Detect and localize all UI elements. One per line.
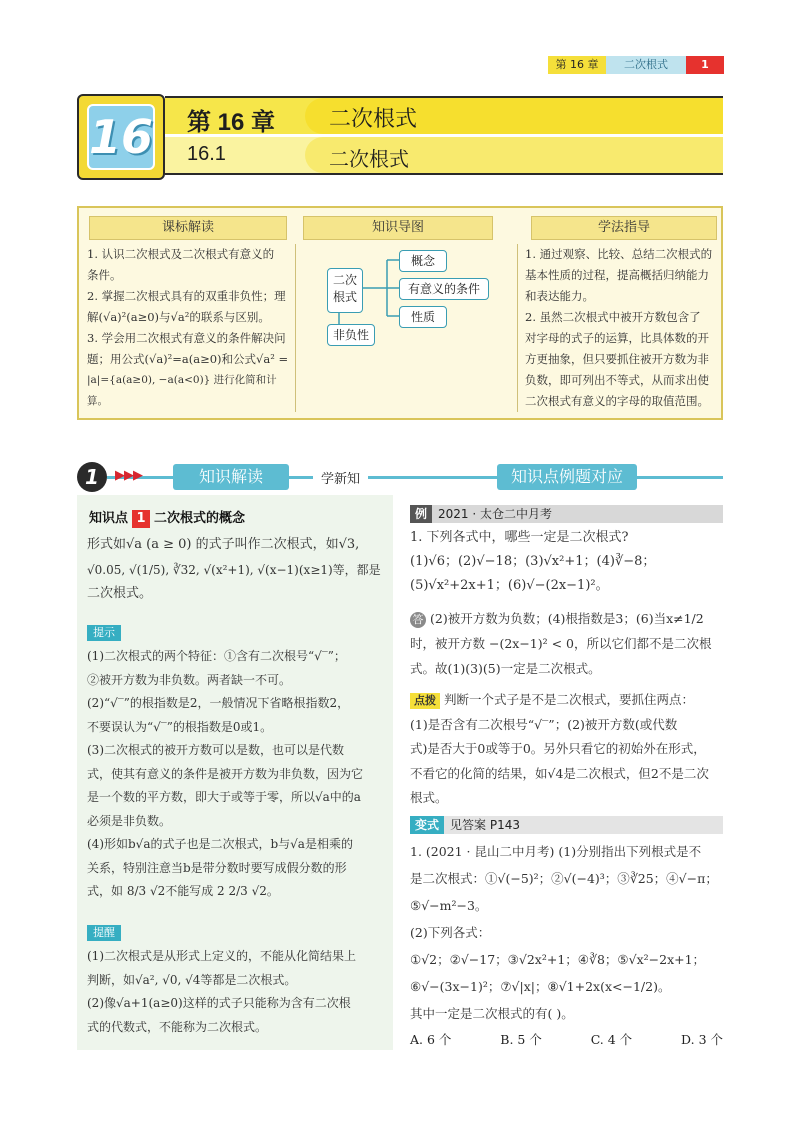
- section-header: [165, 137, 723, 175]
- variant-question: 1. (2021 · 昆山二中月考) (1)分别指出下列根式是不 是二次根式：①√(−5)²；②√(−4)³；③∛25；④√−π； ⑤√−m²−3。 (2)下列各式： ①√2；②√−17；③√2x²+1；④∛8；⑤√x²−2x+1； ⑥√−(3x−1)²；⑦√|x|；⑧√1+2x(x<−1/2)。 其中一定是二次根式的有( )。: [410, 844, 718, 1021]
- mindmap-nonneg: 非负性: [327, 324, 375, 346]
- answer-icon: 答: [410, 612, 426, 628]
- section-title: 二次根式: [329, 149, 409, 171]
- col-head-mindmap: 知识导图: [303, 216, 493, 240]
- mindmap-condition: 有意义的条件: [399, 278, 489, 300]
- variant-answer-ref: 见答案 P143: [450, 818, 520, 832]
- running-header: [548, 56, 724, 74]
- choice-d: D. 3 个: [681, 1032, 723, 1047]
- divider: [517, 244, 518, 412]
- standards-text: 1. 认识二次根式及二次根式有意义的 条件。 2. 掌握二次根式具有的双重非负性；理 解(√a)²(a≥0)与√a²的联系与区别。 3. 学会用二次根式有意义的条件解决问 题；用公式(√a)²=a(a≥0)和公式√a² = |a|={a(a≥0), −a(a<0)} 进行化简和计算。: [87, 247, 289, 407]
- tip-text: (1)二次根式的两个特征：①含有二次根号“√‾”； ②被开方数为非负数。两者缺一不可。 (2)“√‾”的根指数是2，一般情况下省略根指数2， 不要误认为“√‾”的根指数是0或1。 (3)二次根式的被开方数可以是数，也可以是代数 式，使其有意义的条件是被开方数为非负数，因为它 是一个数的平方数，即大于或等于零，所以√a中的a 必须是非负数。 (4)形如b√a的式子也是二次根式，b与√a是相乘的 关系，特别注意当b是带分数时要写成假分数的形 式，如 8/3 √2不能写成 2 2/3 √2。: [87, 649, 364, 898]
- reminder-text: (1)二次根式是从形式上定义的，不能从化简结果上 判断，如√a², √0, √4等都是二次根式。 (2)像√a+1(a≥0)这样的式子只能称为含有二次根 式的代数式，不能称为二次根式。: [87, 949, 356, 1034]
- tag-learn-new: 学新知: [313, 468, 368, 487]
- page-number: 1: [686, 56, 724, 74]
- hint-label: 点拨: [410, 693, 440, 709]
- example-answer: 答 (2)被开方数为负数；(4)根指数是3；(6)当x≠1/2 时，被开方数 −(2x−1)² < 0，所以它们都不是二次根 式。故(1)(3)(5)一定是二次根式。: [410, 611, 712, 676]
- chapter-number-badge: [77, 94, 165, 180]
- reminder-label: 提醒: [87, 925, 121, 941]
- chapter-number: 16: [87, 104, 155, 170]
- running-title: 二次根式: [606, 56, 686, 74]
- chapter-header: [165, 96, 723, 134]
- section-label: 16.1: [187, 143, 226, 165]
- choice-a: A. 6 个: [410, 1032, 452, 1047]
- knowledge-point-title: 知识点 1 二次根式的概念: [89, 511, 246, 526]
- method-text: 1. 通过观察、比较、总结二次根式的 基本性质的过程，提高概括归纳能力 和表达能力。 2. 虽然二次根式中被开方数包含了 对字母的式子的运算，比具体数的开 方更抽象，但只要抓住被开方数为非 负数，即可列出不等式，从而求出使 二次根式有意义的字母的取值范围。: [525, 247, 713, 408]
- definition-text: 形式如√a (a ≥ 0) 的式子叫作二次根式，如√3, √0.05, √(1/5), ∛32, √(x²+1), √(x−1)(x≥1)等，都是 二次根式。: [87, 537, 381, 601]
- divider: [295, 244, 296, 412]
- mindmap-concept: 概念: [399, 250, 447, 272]
- overview-box: [77, 206, 723, 420]
- mindmap-root: 二次根式: [327, 268, 363, 313]
- choice-b: B. 5 个: [500, 1032, 542, 1047]
- chapter-title: 二次根式: [329, 106, 418, 131]
- col-head-method: 学法指导: [531, 216, 717, 240]
- example-header: [410, 505, 723, 523]
- variant-label: 变式: [410, 816, 444, 834]
- arrows-icon: ▶▶▶: [115, 468, 142, 483]
- tag-knowledge: 知识解读: [173, 464, 289, 490]
- answer-choices: [410, 1030, 723, 1048]
- variant-header: [410, 816, 723, 834]
- example-label: 例: [410, 505, 432, 523]
- example-source: 2021 · 太仓二中月考: [438, 507, 552, 521]
- example-question: 1. 下列各式中，哪些一定是二次根式? (1)√6；(2)√−18；(3)√x²+1；(4)∛−8； (5)√x²+2x+1；(6)√−(2x−1)²。: [410, 530, 656, 593]
- mindmap-property: 性质: [399, 306, 447, 328]
- choice-c: C. 4 个: [590, 1032, 633, 1047]
- section-bar: [77, 462, 723, 492]
- hint-block: 点拨 判断一个式子是不是二次根式，要抓住两点： (1)是否含有二次根号“√‾”；(2)被开方数(或代数 式)是否大于0或等于0。另外只看它的初始外在形式， 不看它的化简的结果，如√4是二次根式，但2不是二次 根式。: [410, 692, 709, 805]
- knowledge-panel: [77, 495, 393, 1050]
- tag-examples: 知识点例题对应: [497, 464, 637, 490]
- tip-label: 提示: [87, 625, 121, 641]
- knowledge-point-number: 1: [132, 510, 150, 528]
- chapter-label: 第 16 章: [187, 109, 276, 136]
- col-head-standards: 课标解读: [89, 216, 287, 240]
- section-number: 1: [77, 462, 107, 492]
- running-chapter: 第 16 章: [548, 56, 606, 74]
